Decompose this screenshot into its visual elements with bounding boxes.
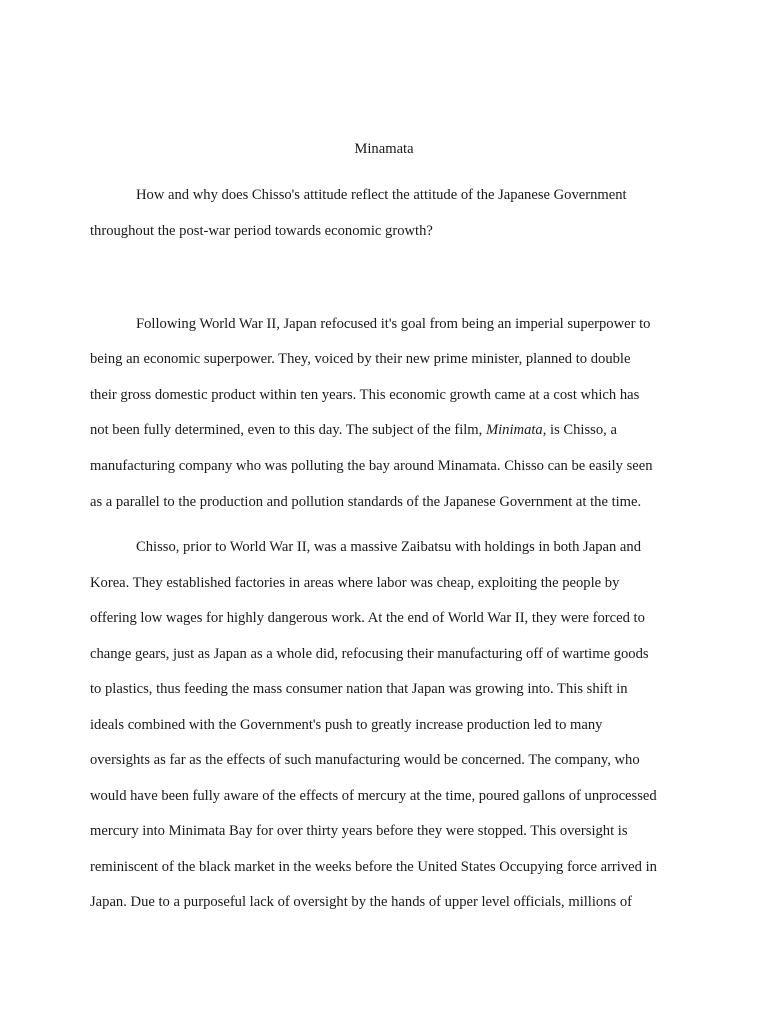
paragraph-line: would have been fully aware of the effects of mercury at the time, poured gallons of unprocessed: [90, 788, 657, 804]
paragraph-line: offering low wages for highly dangerous work. At the end of World War II, they were forced to: [90, 610, 645, 626]
paragraph-line: ideals combined with the Government's push to greatly increase production led to many: [90, 717, 603, 733]
paragraph-line: mercury into Minimata Bay for over thirty years before they were stopped. This oversight is: [90, 823, 628, 839]
question-line: throughout the post-war period towards economic growth?: [90, 223, 433, 239]
paragraph-line: Japan. Due to a purposeful lack of oversight by the hands of upper level officials, millions of: [90, 894, 632, 910]
paragraph-line: oversights as far as the effects of such manufacturing would be concerned. The company, who: [90, 752, 640, 768]
paragraph-text: not been fully determined, even to this day. The subject of the film,: [90, 422, 483, 438]
paragraph-line: [90, 421, 690, 439]
paragraph-line: Chisso, prior to World War II, was a massive Zaibatsu with holdings in both Japan and: [136, 539, 641, 555]
paragraph-line: reminiscent of the black market in the weeks before the United States Occupying force arrived in: [90, 859, 657, 875]
paragraph-line: Following World War II, Japan refocused it's goal from being an imperial superpower to: [136, 316, 651, 332]
document-title: Minamata: [354, 141, 414, 157]
paragraph-line: as a parallel to the production and pollution standards of the Japanese Government at the time.: [90, 494, 642, 510]
paragraph-text: is Chisso, a: [546, 422, 617, 438]
question-line: How and why does Chisso's attitude reflect the attitude of the Japanese Government: [136, 187, 627, 203]
paragraph-line: being an economic superpower. They, voiced by their new prime minister, planned to double: [90, 351, 631, 367]
paragraph-line: to plastics, thus feeding the mass consumer nation that Japan was growing into. This shift in: [90, 681, 628, 697]
paragraph-line: their gross domestic product within ten years. This economic growth came at a cost which has: [90, 387, 640, 403]
film-title-italic: Minimata,: [485, 422, 547, 438]
paragraph-line: change gears, just as Japan as a whole did, refocusing their manufacturing off of wartime goods: [90, 646, 649, 662]
paragraph-line: manufacturing company who was polluting the bay around Minamata. Chisso can be easily seen: [90, 458, 653, 474]
paragraph-line: Korea. They established factories in areas where labor was cheap, exploiting the people by: [90, 575, 620, 591]
